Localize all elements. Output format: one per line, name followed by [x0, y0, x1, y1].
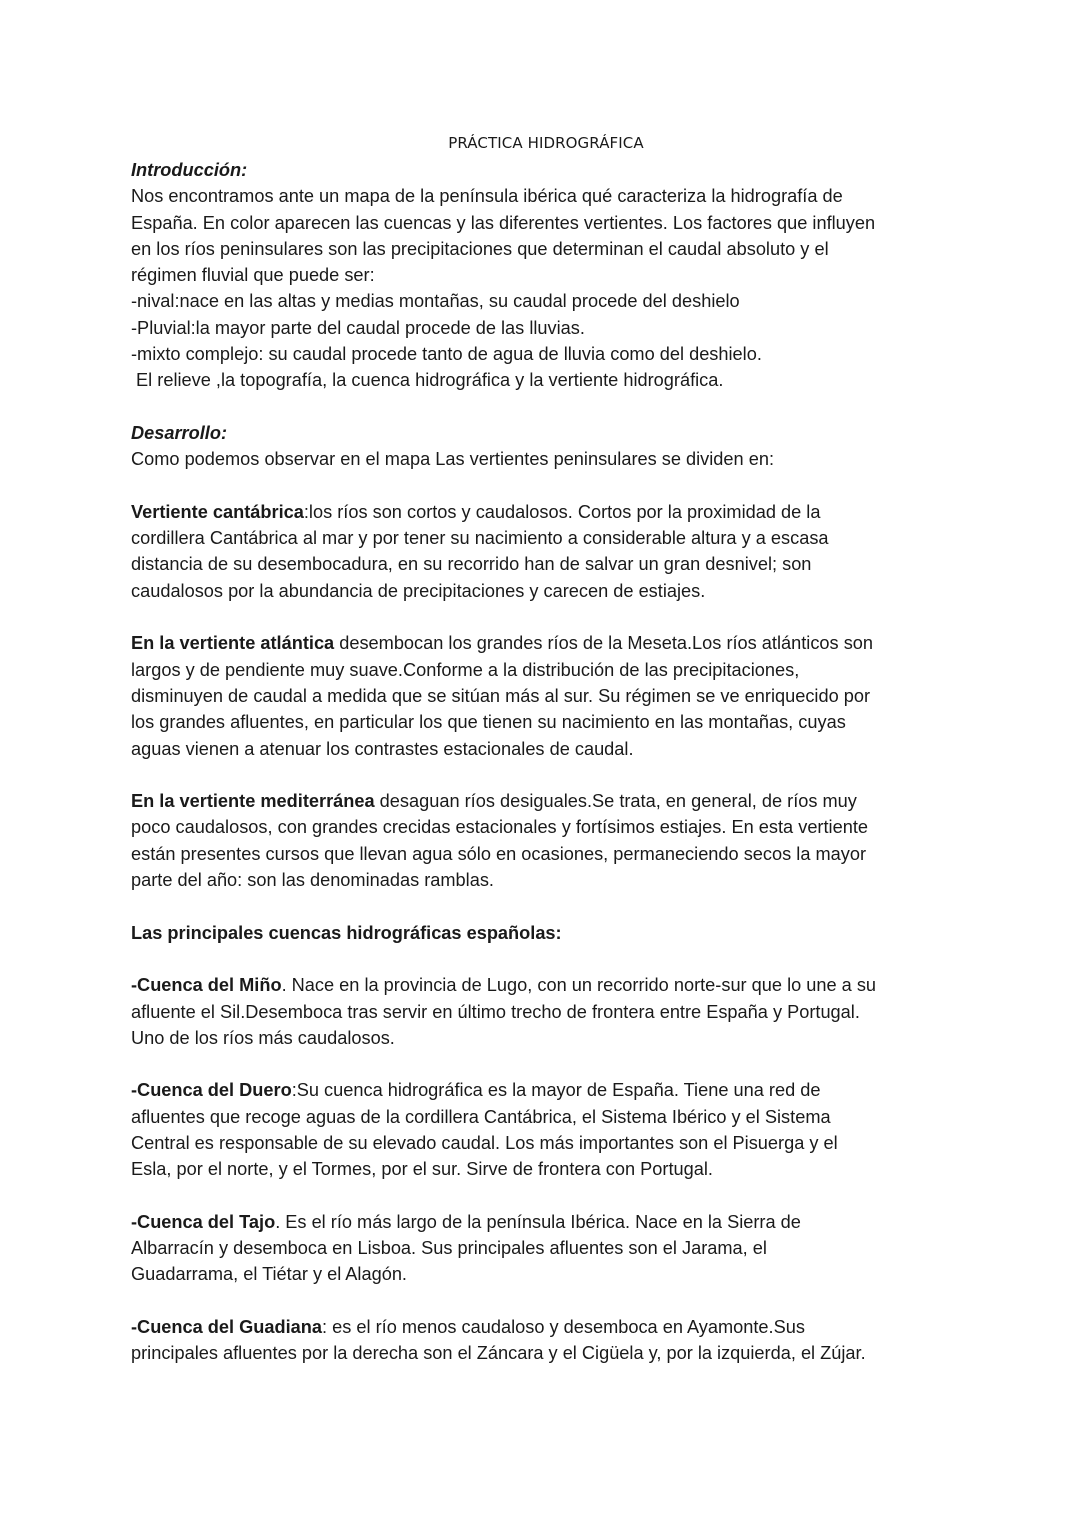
- document-page: [131, 130, 961, 1367]
- tajo-paragraph-first-line: [131, 1209, 961, 1235]
- atlantica-line: aguas vienen a atenuar los contrastes estacionales de caudal.: [131, 738, 634, 759]
- mino-paragraph-first-line: [131, 972, 961, 998]
- mino-line: Uno de los ríos más caudalosos.: [131, 1027, 395, 1048]
- intro-line: España. En color aparecen las cuencas y las diferentes vertientes. Los factores que influyen: [131, 212, 876, 233]
- atlantica-line: largos y de pendiente muy suave.Conforme a la distribución de las precipitaciones,: [131, 659, 800, 680]
- tajo-line: Albarracín y desemboca en Lisboa. Sus principales afluentes son el Jarama, el: [131, 1238, 767, 1259]
- atlantica-term: En la vertiente atlántica: [131, 633, 335, 654]
- cantabrica-paragraph-first-line: [131, 499, 961, 525]
- intro-line: Nos encontramos ante un mapa de la península ibérica qué caracteriza la hidrografía de: [131, 186, 843, 207]
- mino-text: . Nace en la provincia de Lugo, con un recorrido norte-sur que lo une a su: [281, 975, 877, 996]
- intro-line: -nival:nace en las altas y medias montañas, su caudal procede del deshielo: [131, 291, 740, 312]
- intro-line: -mixto complejo: su caudal procede tanto de agua de lluvia como del deshielo.: [131, 344, 762, 365]
- duero-term: -Cuenca del Duero: [131, 1080, 292, 1101]
- document-title: PRÁCTICA HIDROGRÁFICA: [448, 134, 644, 152]
- cantabrica-text: :los ríos son cortos y caudalosos. Cortos por la proximidad de la: [303, 501, 821, 522]
- mediterranea-paragraph-first-line: [131, 788, 961, 814]
- tajo-text: . Es el río más largo de la península Ibérica. Nace en la Sierra de: [275, 1211, 801, 1232]
- cantabrica-term: Vertiente cantábrica: [131, 501, 304, 522]
- intro-line: en los ríos peninsulares son las precipitaciones que determinan el caudal absoluto y el: [131, 238, 829, 259]
- cantabrica-line: cordillera Cantábrica al mar y por tener su nacimiento a considerable altura y a escasa: [131, 528, 829, 549]
- cantabrica-line: caudalosos por la abundancia de precipitaciones y carecen de estiajes.: [131, 580, 706, 601]
- guadiana-text: : es el río menos caudaloso y desemboca en Ayamonte.Sus: [322, 1317, 805, 1338]
- atlantica-line: disminuyen de caudal a medida que se sitúan más al sur. Su régimen se ve enriquecido por: [131, 685, 871, 706]
- desarrollo-heading: Desarrollo:: [131, 422, 228, 443]
- mediterranea-text: desaguan ríos desiguales.Se trata, en general, de ríos muy: [374, 791, 857, 812]
- duero-line: afluentes que recoge aguas de la cordillera Cantábrica, el Sistema Ibérico y el Sistema: [131, 1106, 831, 1127]
- intro-line: régimen fluvial que puede ser:: [131, 265, 375, 286]
- atlantica-line: los grandes afluentes, en particular los que tienen su nacimiento en las montañas, cuyas: [131, 712, 846, 733]
- duero-paragraph-first-line: [131, 1077, 961, 1103]
- duero-line: Esla, por el norte, y el Tormes, por el sur. Sirve de frontera con Portugal.: [131, 1159, 713, 1180]
- cuencas-heading: Las principales cuencas hidrográficas españolas:: [131, 922, 562, 943]
- desarrollo-line: Como podemos observar en el mapa Las vertientes peninsulares se dividen en:: [131, 449, 774, 470]
- mediterranea-term: En la vertiente mediterránea: [131, 791, 375, 812]
- mediterranea-line: están presentes cursos que llevan agua sólo en ocasiones, permaneciendo secos la mayor: [131, 843, 867, 864]
- atlantica-paragraph-first-line: [131, 630, 961, 656]
- guadiana-paragraph-first-line: [131, 1314, 961, 1340]
- tajo-term: -Cuenca del Tajo: [131, 1211, 276, 1232]
- guadiana-line: principales afluentes por la derecha son el Záncara y el Cigüela y, por la izquierda, el Zújar.: [131, 1343, 866, 1364]
- cantabrica-line: distancia de su desembocadura, en su recorrido han de salvar un gran desnivel; son: [131, 554, 812, 575]
- intro-line: El relieve ,la topografía, la cuenca hidrográfica y la vertiente hidrográfica.: [131, 370, 724, 391]
- duero-line: Central es responsable de su elevado caudal. Los más importantes son el Pisuerga y el: [131, 1132, 838, 1153]
- duero-text: :Su cuenca hidrográfica es la mayor de España. Tiene una red de: [291, 1080, 821, 1101]
- atlantica-text: desembocan los grandes ríos de la Meseta.Los ríos atlánticos son: [334, 633, 874, 654]
- mino-line: afluente el Sil.Desemboca tras servir en último trecho de frontera entre España y Portugal.: [131, 1001, 860, 1022]
- tajo-line: Guadarrama, el Tiétar y el Alagón.: [131, 1264, 407, 1285]
- mino-term: -Cuenca del Miño: [131, 975, 282, 996]
- mediterranea-line: parte del año: son las denominadas ramblas.: [131, 870, 494, 891]
- intro-line: -Pluvial:la mayor parte del caudal procede de las lluvias.: [131, 317, 585, 338]
- intro-heading: Introducción:: [131, 160, 248, 180]
- guadiana-term: -Cuenca del Guadiana: [131, 1317, 323, 1338]
- mediterranea-line: poco caudalosos, con grandes crecidas estacionales y fortísimos estiajes. En esta vertiente: [131, 817, 868, 838]
